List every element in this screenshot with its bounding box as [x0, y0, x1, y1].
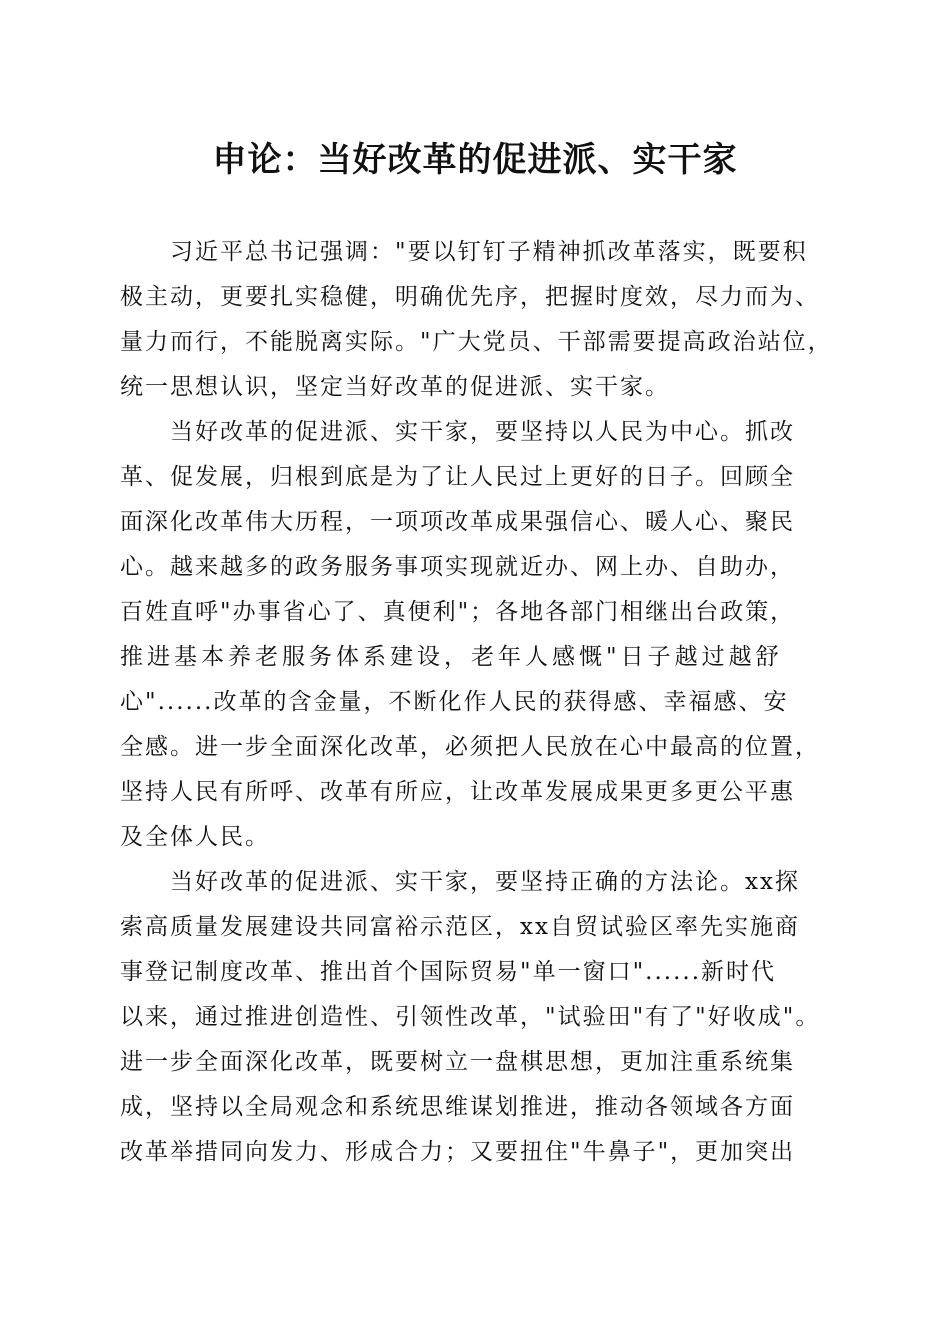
- document-body: [120, 230, 832, 1175]
- paragraph-line: 改革举措同向发力、形成合力；又要扭住"牛鼻子"，更加突出: [120, 1139, 796, 1165]
- paragraph-line: 成，坚持以全局观念和系统思维谋划推进，推动各领域各方面: [120, 1094, 795, 1120]
- paragraph-line: 面深化改革伟大历程，一项项改革成果强信心、暖人心、聚民: [120, 509, 795, 535]
- paragraph-line: 极主动，更要扎实稳健，明确优先序，把握时度效，尽力而为、: [120, 284, 820, 310]
- paragraph-line: 推进基本养老服务体系建设，老年人感慨"日子越过越舒: [120, 644, 783, 670]
- paragraph-line: 事登记制度改革、推出首个国际贸易"单一窗口"......新时代: [120, 959, 777, 985]
- paragraph-line: 百姓直呼"办事省心了、真便利"；各地各部门相继出台政策，: [120, 599, 796, 625]
- paragraph-line: 以来，通过推进创造性、引领性改革，"试验田"有了"好收成"。: [120, 1004, 821, 1030]
- paragraph-line: 心"......改革的含金量，不断化作人民的获得感、幸福感、安: [120, 689, 789, 715]
- page-title: 申论：当好改革的促进派、实干家: [212, 140, 738, 180]
- paragraph-line: 索高质量发展建设共同富裕示范区，xx自贸试验区率先实施商: [120, 914, 800, 940]
- paragraph-line: 进一步全面深化改革，既要树立一盘棋思想，更加注重系统集: [120, 1049, 795, 1075]
- paragraph-line: 全感。进一步全面深化改革，必须把人民放在心中最高的位置，: [120, 734, 820, 760]
- paragraph-line: 量力而行，不能脱离实际。"广大党员、干部需要提高政治站位，: [120, 329, 833, 355]
- paragraph-line: 当好改革的促进派、实干家，要坚持正确的方法论。xx探: [170, 869, 800, 895]
- paragraph-line: 坚持人民有所呼、改革有所应，让改革发展成果更多更公平惠: [120, 779, 795, 805]
- paragraph-line: 统一思想认识，坚定当好改革的促进派、实干家。: [120, 374, 670, 400]
- paragraph-line: 及全体人民。: [120, 824, 270, 850]
- paragraph-line: 当好改革的促进派、实干家，要坚持以人民为中心。抓改: [170, 419, 795, 445]
- paragraph-line: 心。越来越多的政务服务事项实现就近办、网上办、自助办，: [120, 554, 795, 580]
- paragraph-line: 革、促发展，归根到底是为了让人民过上更好的日子。回顾全: [120, 464, 795, 490]
- paragraph-line: 习近平总书记强调："要以钉钉子精神抓改革落实，既要积: [170, 239, 808, 265]
